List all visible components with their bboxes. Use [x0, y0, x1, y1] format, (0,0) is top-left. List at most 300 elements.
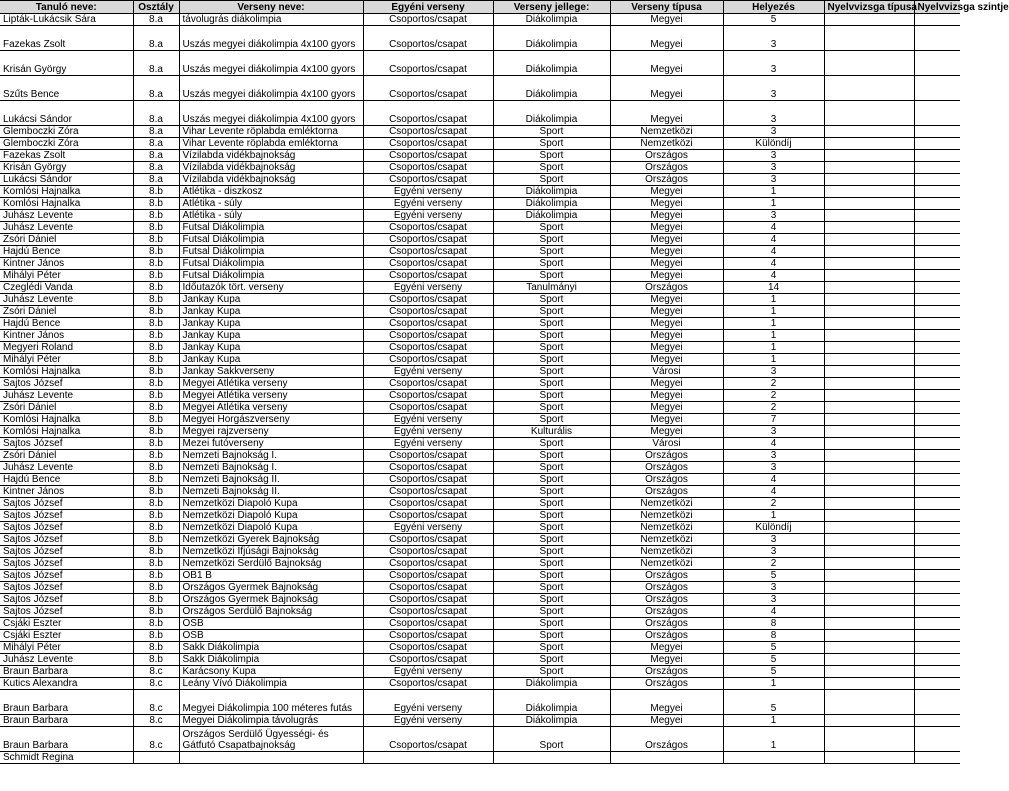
cell-language-exam-level [914, 126, 960, 138]
table-row [0, 76, 960, 101]
cell-event-name: Jankay Kupa [179, 306, 363, 318]
cell-language-exam-level [914, 654, 960, 666]
cell-student-name: Komlósi Hajnalka [0, 366, 133, 378]
cell-competition-nature: Sport [493, 246, 610, 258]
cell-competition-nature: Sport [493, 546, 610, 558]
cell-language-exam-type [824, 222, 914, 234]
cell-competition-type: Csoportos/csapat [363, 14, 493, 26]
cell-event-name: Nemzeti Bajnokság I. [179, 450, 363, 462]
cell-placement: 3 [723, 366, 824, 378]
cell-language-exam-level [914, 138, 960, 150]
cell-language-exam-type [824, 186, 914, 198]
cell-student-name: Kintner János [0, 330, 133, 342]
cell-competition-nature: Sport [493, 234, 610, 246]
cell-language-exam-type [824, 26, 914, 51]
cell-competition-type: Csoportos/csapat [363, 390, 493, 402]
cell-placement: 3 [723, 126, 824, 138]
cell-language-exam-level [914, 390, 960, 402]
cell-placement: 1 [723, 727, 824, 752]
table-row [0, 666, 960, 678]
cell-language-exam-type [824, 318, 914, 330]
cell-competition-type: Csoportos/csapat [363, 101, 493, 126]
cell-language-exam-level [914, 642, 960, 654]
cell-event-name: Futsal Diákolimpia [179, 270, 363, 282]
cell-language-exam-type [824, 752, 914, 764]
cell-class: 8.b [133, 438, 179, 450]
cell-competition-level: Országos [610, 618, 723, 630]
cell-competition-nature: Diákolimpia [493, 101, 610, 126]
cell-competition-type: Egyéni verseny [363, 438, 493, 450]
cell-placement: 14 [723, 282, 824, 294]
cell-competition-type: Csoportos/csapat [363, 558, 493, 570]
cell-student-name: Sajtos József [0, 438, 133, 450]
cell-language-exam-type [824, 510, 914, 522]
cell-student-name: Hajdú Bence [0, 474, 133, 486]
cell-class: 8.b [133, 558, 179, 570]
cell-competition-type: Csoportos/csapat [363, 76, 493, 101]
cell-class: 8.b [133, 486, 179, 498]
cell-competition-type: Csoportos/csapat [363, 378, 493, 390]
cell-language-exam-type [824, 366, 914, 378]
cell-placement: 3 [723, 594, 824, 606]
cell-event-name: Jankay Kupa [179, 294, 363, 306]
cell-placement: 5 [723, 570, 824, 582]
cell-student-name: Sajtos József [0, 498, 133, 510]
cell-competition-nature: Diákolimpia [493, 715, 610, 727]
cell-class: 8.b [133, 498, 179, 510]
cell-competition-level: Megyei [610, 51, 723, 76]
cell-student-name: Mihályi Péter [0, 642, 133, 654]
cell-class: 8.c [133, 727, 179, 752]
cell-language-exam-level [914, 630, 960, 642]
cell-class: 8.c [133, 666, 179, 678]
cell-class: 8.a [133, 138, 179, 150]
cell-competition-level: Országos [610, 162, 723, 174]
cell-class: 8.b [133, 594, 179, 606]
cell-language-exam-type [824, 162, 914, 174]
cell-language-exam-type [824, 642, 914, 654]
cell-competition-nature: Diákolimpia [493, 51, 610, 76]
cell-language-exam-level [914, 174, 960, 186]
cell-competition-type: Csoportos/csapat [363, 546, 493, 558]
table-row [0, 174, 960, 186]
cell-event-name: Nemzeti Bajnokság I. [179, 462, 363, 474]
cell-event-name: Futsal Diákolimpia [179, 246, 363, 258]
cell-language-exam-type [824, 474, 914, 486]
cell-event-name: Futsal Diákolimpia [179, 222, 363, 234]
cell-event-name: Uszás megyei diákolimpia 4x100 gyors [179, 51, 363, 76]
cell-language-exam-level [914, 294, 960, 306]
cell-competition-type [363, 752, 493, 764]
cell-competition-nature: Sport [493, 294, 610, 306]
cell-placement: 5 [723, 14, 824, 26]
cell-competition-level: Megyei [610, 294, 723, 306]
cell-competition-nature: Sport [493, 474, 610, 486]
cell-class: 8.b [133, 642, 179, 654]
table-row [0, 306, 960, 318]
cell-student-name: Sajtos József [0, 534, 133, 546]
cell-student-name: Juhász Levente [0, 462, 133, 474]
cell-student-name: Glemboczki Zóra [0, 126, 133, 138]
cell-student-name: Mihályi Péter [0, 270, 133, 282]
table-row [0, 486, 960, 498]
cell-event-name: OB1 B [179, 570, 363, 582]
cell-placement: 1 [723, 510, 824, 522]
cell-competition-level: Nemzetközi [610, 498, 723, 510]
cell-competition-level: Megyei [610, 715, 723, 727]
cell-student-name: Komlósi Hajnalka [0, 414, 133, 426]
table-row [0, 450, 960, 462]
cell-language-exam-level [914, 246, 960, 258]
cell-language-exam-type [824, 390, 914, 402]
cell-student-name: Sajtos József [0, 378, 133, 390]
cell-placement [723, 752, 824, 764]
cell-language-exam-type [824, 582, 914, 594]
cell-placement: 8 [723, 618, 824, 630]
cell-class: 8.b [133, 390, 179, 402]
cell-event-name: Futsal Diákolimpia [179, 258, 363, 270]
table-row [0, 654, 960, 666]
cell-event-name: Vízilabda vidékbajnokság [179, 150, 363, 162]
cell-competition-nature: Sport [493, 318, 610, 330]
cell-placement: 4 [723, 270, 824, 282]
cell-student-name: Krisán György [0, 51, 133, 76]
cell-competition-nature: Kulturális [493, 426, 610, 438]
cell-competition-nature: Sport [493, 258, 610, 270]
cell-event-name: Országos Gyermek Bajnokság [179, 594, 363, 606]
cell-competition-nature: Diákolimpia [493, 198, 610, 210]
cell-language-exam-level [914, 354, 960, 366]
cell-placement: 1 [723, 342, 824, 354]
cell-competition-nature: Sport [493, 618, 610, 630]
cell-placement: 3 [723, 426, 824, 438]
cell-language-exam-level [914, 101, 960, 126]
cell-language-exam-level [914, 522, 960, 534]
cell-competition-nature: Tanulmányi [493, 282, 610, 294]
table-row [0, 282, 960, 294]
cell-competition-nature: Sport [493, 342, 610, 354]
cell-competition-nature: Sport [493, 510, 610, 522]
cell-placement: 2 [723, 378, 824, 390]
cell-language-exam-level [914, 402, 960, 414]
cell-class: 8.b [133, 546, 179, 558]
cell-competition-type: Egyéni verseny [363, 282, 493, 294]
cell-language-exam-type [824, 715, 914, 727]
cell-placement: 3 [723, 76, 824, 101]
cell-event-name: Jankay Kupa [179, 354, 363, 366]
cell-student-name: Kintner János [0, 486, 133, 498]
cell-competition-level: Országos [610, 150, 723, 162]
table-row [0, 150, 960, 162]
cell-student-name: Fazekas Zsolt [0, 150, 133, 162]
cell-language-exam-level [914, 234, 960, 246]
cell-competition-type: Csoportos/csapat [363, 582, 493, 594]
cell-student-name: Kintner János [0, 258, 133, 270]
cell-competition-level: Országos [610, 174, 723, 186]
cell-language-exam-type [824, 438, 914, 450]
cell-competition-level: Megyei [610, 414, 723, 426]
cell-class: 8.a [133, 51, 179, 76]
cell-event-name: Mezei futóverseny [179, 438, 363, 450]
cell-language-exam-type [824, 294, 914, 306]
cell-student-name: Lukácsi Sándor [0, 174, 133, 186]
cell-competition-level: Országos [610, 474, 723, 486]
cell-placement: 4 [723, 246, 824, 258]
cell-placement: 3 [723, 450, 824, 462]
cell-competition-level: Országos [610, 594, 723, 606]
cell-competition-nature: Diákolimpia [493, 186, 610, 198]
cell-class: 8.b [133, 258, 179, 270]
cell-class: 8.b [133, 318, 179, 330]
cell-event-name: Atlétika - diszkosz [179, 186, 363, 198]
cell-placement: 3 [723, 51, 824, 76]
cell-language-exam-type [824, 198, 914, 210]
cell-competition-level: Megyei [610, 654, 723, 666]
cell-placement: 7 [723, 414, 824, 426]
cell-language-exam-level [914, 426, 960, 438]
cell-language-exam-type [824, 342, 914, 354]
cell-language-exam-type [824, 14, 914, 26]
cell-competition-nature: Sport [493, 727, 610, 752]
cell-competition-nature: Sport [493, 270, 610, 282]
cell-event-name: Vihar Levente röplabda emléktorna [179, 126, 363, 138]
cell-competition-type: Csoportos/csapat [363, 258, 493, 270]
cell-class: 8.b [133, 570, 179, 582]
cell-competition-level: Megyei [610, 26, 723, 51]
cell-student-name: Komlósi Hajnalka [0, 186, 133, 198]
cell-language-exam-type [824, 174, 914, 186]
table-row [0, 727, 960, 752]
cell-competition-level: Megyei [610, 14, 723, 26]
cell-competition-nature: Sport [493, 138, 610, 150]
cell-language-exam-level [914, 342, 960, 354]
cell-competition-type: Csoportos/csapat [363, 354, 493, 366]
cell-event-name: Sakk Diákolimpia [179, 654, 363, 666]
cell-competition-level: Megyei [610, 426, 723, 438]
cell-competition-level [610, 752, 723, 764]
cell-competition-type: Csoportos/csapat [363, 534, 493, 546]
cell-student-name: Kutics Alexandra [0, 678, 133, 690]
cell-placement: 3 [723, 174, 824, 186]
cell-placement: 1 [723, 186, 824, 198]
table-row [0, 390, 960, 402]
cell-language-exam-level [914, 330, 960, 342]
cell-class: 8.b [133, 294, 179, 306]
cell-student-name: Sajtos József [0, 606, 133, 618]
cell-event-name: Országos Serdülő Bajnokság [179, 606, 363, 618]
cell-class: 8.b [133, 522, 179, 534]
cell-student-name: Komlósi Hajnalka [0, 426, 133, 438]
cell-language-exam-type [824, 678, 914, 690]
cell-student-name: Csjáki Eszter [0, 618, 133, 630]
cell-competition-nature: Sport [493, 642, 610, 654]
cell-competition-type: Egyéni verseny [363, 198, 493, 210]
cell-competition-level: Megyei [610, 402, 723, 414]
cell-competition-type: Egyéni verseny [363, 210, 493, 222]
cell-language-exam-type [824, 654, 914, 666]
cell-competition-nature: Sport [493, 150, 610, 162]
cell-event-name: Nemzetközi Gyerek Bajnokság [179, 534, 363, 546]
cell-language-exam-level [914, 752, 960, 764]
cell-language-exam-type [824, 354, 914, 366]
table-row [0, 222, 960, 234]
cell-placement: 1 [723, 198, 824, 210]
cell-competition-type: Egyéni verseny [363, 414, 493, 426]
cell-competition-type: Csoportos/csapat [363, 51, 493, 76]
cell-competition-nature [493, 752, 610, 764]
cell-event-name: Jankay Kupa [179, 342, 363, 354]
table-row [0, 715, 960, 727]
cell-language-exam-type [824, 727, 914, 752]
cell-competition-type: Egyéni verseny [363, 426, 493, 438]
cell-competition-nature: Diákolimpia [493, 26, 610, 51]
cell-competition-level: Nemzetközi [610, 546, 723, 558]
cell-language-exam-level [914, 306, 960, 318]
cell-student-name: Sajtos József [0, 570, 133, 582]
cell-language-exam-type [824, 330, 914, 342]
cell-class: 8.b [133, 186, 179, 198]
cell-placement: 4 [723, 234, 824, 246]
cell-placement: 1 [723, 715, 824, 727]
cell-competition-nature: Sport [493, 534, 610, 546]
cell-placement: 3 [723, 462, 824, 474]
cell-competition-nature: Sport [493, 558, 610, 570]
cell-event-name: Uszás megyei diákolimpia 4x100 gyors [179, 26, 363, 51]
cell-competition-type: Csoportos/csapat [363, 642, 493, 654]
cell-competition-type: Csoportos/csapat [363, 727, 493, 752]
table-row [0, 342, 960, 354]
cell-placement: 1 [723, 678, 824, 690]
cell-event-name: Megyei Diákolimpia távolugrás [179, 715, 363, 727]
cell-language-exam-type [824, 126, 914, 138]
table-row [0, 354, 960, 366]
cell-language-exam-type [824, 138, 914, 150]
cell-competition-nature: Sport [493, 438, 610, 450]
cell-competition-type: Egyéni verseny [363, 366, 493, 378]
cell-event-name: Nemzeti Bajnokság II. [179, 474, 363, 486]
cell-language-exam-type [824, 522, 914, 534]
cell-language-exam-type [824, 76, 914, 101]
cell-language-exam-type [824, 246, 914, 258]
cell-student-name: Fazekas Zsolt [0, 26, 133, 51]
cell-language-exam-level [914, 450, 960, 462]
cell-competition-level: Országos [610, 666, 723, 678]
cell-competition-level: Nemzetközi [610, 558, 723, 570]
cell-class: 8.c [133, 678, 179, 690]
cell-event-name: Nemzetközi Serdülő Bajnokság [179, 558, 363, 570]
cell-event-name: Uszás megyei diákolimpia 4x100 gyors [179, 101, 363, 126]
cell-language-exam-level [914, 270, 960, 282]
cell-competition-type: Csoportos/csapat [363, 618, 493, 630]
table-row [0, 186, 960, 198]
cell-competition-type: Csoportos/csapat [363, 474, 493, 486]
cell-language-exam-type [824, 570, 914, 582]
cell-class: 8.a [133, 14, 179, 26]
cell-class: 8.a [133, 150, 179, 162]
cell-language-exam-level [914, 510, 960, 522]
cell-class: 8.b [133, 234, 179, 246]
cell-competition-level: Országos [610, 678, 723, 690]
cell-student-name: Braun Barbara [0, 715, 133, 727]
cell-competition-level: Országos [610, 582, 723, 594]
table-row [0, 198, 960, 210]
cell-competition-nature: Sport [493, 306, 610, 318]
header-individual: Egyéni verseny [363, 1, 493, 14]
table-row [0, 582, 960, 594]
cell-language-exam-level [914, 378, 960, 390]
header-name: Tanuló neve: [0, 1, 133, 14]
cell-student-name: Sajtos József [0, 522, 133, 534]
cell-competition-nature: Diákolimpia [493, 14, 610, 26]
cell-student-name: Sajtos József [0, 594, 133, 606]
cell-language-exam-level [914, 498, 960, 510]
cell-language-exam-level [914, 462, 960, 474]
cell-competition-type: Csoportos/csapat [363, 330, 493, 342]
cell-student-name: Mihályi Péter [0, 354, 133, 366]
cell-competition-nature: Sport [493, 570, 610, 582]
cell-class: 8.b [133, 246, 179, 258]
cell-language-exam-type [824, 51, 914, 76]
cell-placement: 2 [723, 390, 824, 402]
cell-event-name: Vihar Levente röplabda emléktorna [179, 138, 363, 150]
cell-event-name: Futsal Diákolimpia [179, 234, 363, 246]
cell-placement: 1 [723, 306, 824, 318]
cell-language-exam-type [824, 486, 914, 498]
cell-placement: 3 [723, 534, 824, 546]
cell-competition-type: Csoportos/csapat [363, 222, 493, 234]
cell-competition-nature: Sport [493, 390, 610, 402]
table-row [0, 234, 960, 246]
cell-competition-level: Megyei [610, 270, 723, 282]
table-row [0, 462, 960, 474]
cell-competition-level: Megyei [610, 258, 723, 270]
table-row [0, 14, 960, 26]
cell-competition-level: Megyei [610, 690, 723, 715]
cell-placement: 4 [723, 258, 824, 270]
cell-competition-nature: Sport [493, 594, 610, 606]
table-row [0, 678, 960, 690]
cell-student-name: Megyeri Roland [0, 342, 133, 354]
cell-competition-type: Csoportos/csapat [363, 162, 493, 174]
cell-language-exam-level [914, 198, 960, 210]
cell-class: 8.b [133, 378, 179, 390]
cell-language-exam-level [914, 162, 960, 174]
cell-language-exam-level [914, 594, 960, 606]
cell-language-exam-type [824, 234, 914, 246]
cell-class: 8.c [133, 690, 179, 715]
cell-event-name: Országos Serdülő Ügyességi- és Gátfutó Csapatbajnokság [179, 727, 363, 752]
cell-language-exam-level [914, 186, 960, 198]
cell-class: 8.a [133, 162, 179, 174]
cell-event-name: Időutazók tört. verseny [179, 282, 363, 294]
cell-competition-type: Csoportos/csapat [363, 26, 493, 51]
cell-event-name: Megyei rajzverseny [179, 426, 363, 438]
cell-placement: 5 [723, 654, 824, 666]
cell-placement: 4 [723, 474, 824, 486]
cell-competition-level: Megyei [610, 342, 723, 354]
cell-class: 8.b [133, 510, 179, 522]
header-language-exam-type: Nyelvvizsga típusa [824, 1, 914, 14]
cell-student-name: Szűts Bence [0, 76, 133, 101]
cell-competition-type: Csoportos/csapat [363, 402, 493, 414]
table-row [0, 26, 960, 51]
cell-competition-level: Országos [610, 630, 723, 642]
cell-student-name: Zsóri Dániel [0, 234, 133, 246]
cell-competition-type: Egyéni verseny [363, 666, 493, 678]
cell-class: 8.b [133, 366, 179, 378]
cell-placement: 3 [723, 210, 824, 222]
cell-student-name: Zsóri Dániel [0, 306, 133, 318]
